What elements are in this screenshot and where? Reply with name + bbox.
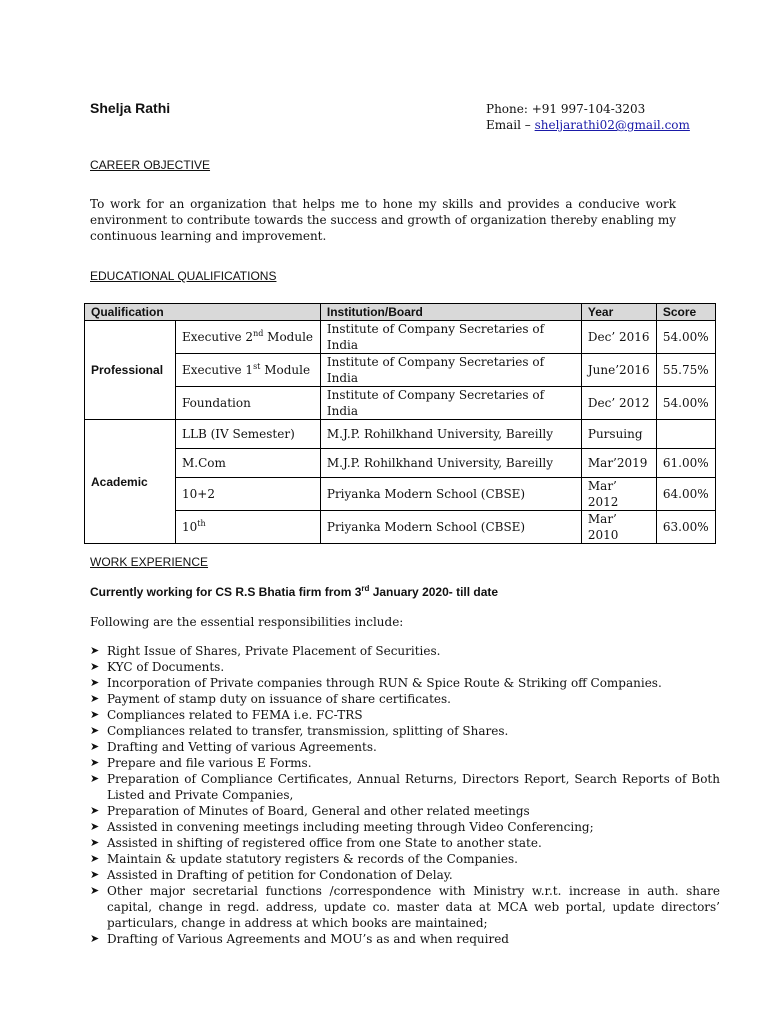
responsibilities-intro: Following are the essential responsibilities include: — [90, 615, 404, 629]
score-cell: 55.75% — [656, 354, 715, 387]
list-item — [90, 691, 720, 707]
year-cell: Mar’ 2010 — [581, 511, 656, 544]
score-cell: 63.00% — [656, 511, 715, 544]
arrow-right-icon: ➤ — [90, 772, 100, 785]
list-item — [90, 723, 720, 739]
column-header-score: Score — [656, 304, 715, 321]
responsibility-text: Assisted in convening meetings including meeting through Video Conferencing; — [107, 820, 594, 834]
institution-cell: Institute of Company Secretaries of India — [320, 321, 581, 354]
institution-cell: Priyanka Modern School (CBSE) — [320, 478, 581, 511]
phone-number: Phone: +91 997-104-3203 — [486, 102, 646, 116]
responsibility-text: Other major secretarial functions /correspondence with Ministry w.r.t. increase in auth. share capital, change in regd. address, update co. master data at MCA web portal, update directors’ particulars, change in address at which books are maintained; — [107, 884, 720, 930]
career-objective-heading: CAREER OBJECTIVE — [90, 158, 211, 172]
arrow-right-icon: ➤ — [90, 644, 100, 657]
list-item — [90, 707, 720, 723]
responsibility-text: Prepare and file various E Forms. — [107, 756, 312, 770]
arrow-right-icon: ➤ — [90, 868, 100, 881]
arrow-right-icon: ➤ — [90, 740, 100, 753]
responsibility-text: Right Issue of Shares, Private Placement of Securities. — [107, 644, 441, 658]
arrow-right-icon: ➤ — [90, 660, 100, 673]
responsibility-text: Drafting of Various Agreements and MOU’s as and when required — [107, 932, 509, 946]
qualification-cell: M.Com — [176, 449, 321, 478]
institution-cell: Institute of Company Secretaries of India — [320, 354, 581, 387]
score-cell: 54.00% — [656, 321, 715, 354]
responsibility-text: Preparation of Minutes of Board, General and other related meetings — [107, 804, 530, 818]
list-item — [90, 771, 720, 803]
qualification-cell: Executive 2nd Module — [176, 321, 321, 354]
list-item — [90, 675, 720, 691]
responsibility-text: Compliances related to FEMA i.e. FC-TRS — [107, 708, 363, 722]
arrow-right-icon: ➤ — [90, 724, 100, 737]
qualification-cell: 10th — [176, 511, 321, 544]
year-cell: Dec’ 2016 — [581, 321, 656, 354]
responsibility-text: Assisted in Drafting of petition for Condonation of Delay. — [107, 868, 453, 882]
score-cell — [656, 420, 715, 449]
responsibilities-list — [90, 643, 720, 947]
email-label: Email – — [486, 118, 535, 132]
responsibility-text: KYC of Documents. — [107, 660, 225, 674]
responsibility-text: Payment of stamp duty on issuance of share certificates. — [107, 692, 451, 706]
contact-block — [486, 101, 690, 133]
current-job-line: Currently working for CS R.S Bhatia firm from 3rd January 2020- till date — [90, 584, 499, 599]
year-cell: Dec’ 2012 — [581, 387, 656, 420]
list-item — [90, 643, 720, 659]
arrow-right-icon: ➤ — [90, 820, 100, 833]
list-item — [90, 867, 720, 883]
institution-cell: Institute of Company Secretaries of India — [320, 387, 581, 420]
arrow-right-icon: ➤ — [90, 852, 100, 865]
candidate-name: Shelja Rathi — [90, 100, 171, 116]
arrow-right-icon: ➤ — [90, 708, 100, 721]
year-cell: Mar’ 2012 — [581, 478, 656, 511]
list-item — [90, 803, 720, 819]
group-label-academic: Academic — [85, 420, 176, 544]
work-experience-heading: WORK EXPERIENCE — [90, 555, 209, 569]
email-link[interactable]: sheljarathi02@gmail.com — [534, 118, 690, 132]
institution-cell: M.J.P. Rohilkhand University, Bareilly — [320, 420, 581, 449]
list-item — [90, 851, 720, 867]
table-header-row — [85, 304, 716, 321]
career-objective-text: To work for an organization that helps me to hone my skills and provides a conducive work environment to contribute towards the success and growth of organization thereby enabling my continuous learning and improvement. — [90, 197, 676, 243]
institution-cell: M.J.P. Rohilkhand University, Bareilly — [320, 449, 581, 478]
table-row — [85, 420, 716, 449]
qualification-cell: Executive 1st Module — [176, 354, 321, 387]
arrow-right-icon: ➤ — [90, 676, 100, 689]
group-label-professional: Professional — [85, 321, 176, 420]
list-item — [90, 931, 720, 947]
year-cell: Mar’2019 — [581, 449, 656, 478]
qualification-cell: LLB (IV Semester) — [176, 420, 321, 449]
education-table — [84, 303, 716, 544]
table-row — [85, 478, 716, 511]
education-heading: EDUCATIONAL QUALIFICATIONS — [90, 269, 277, 283]
arrow-right-icon: ➤ — [90, 692, 100, 705]
column-header-qualification: Qualification — [85, 304, 321, 321]
table-row — [85, 449, 716, 478]
list-item — [90, 819, 720, 835]
table-row — [85, 321, 716, 354]
list-item — [90, 739, 720, 755]
score-cell: 64.00% — [656, 478, 715, 511]
column-header-year: Year — [581, 304, 656, 321]
responsibility-text: Incorporation of Private companies through RUN & Spice Route & Striking off Companies. — [107, 676, 662, 690]
list-item — [90, 883, 720, 931]
qualification-cell: 10+2 — [176, 478, 321, 511]
arrow-right-icon: ➤ — [90, 932, 100, 945]
list-item — [90, 659, 720, 675]
responsibility-text: Compliances related to transfer, transmission, splitting of Shares. — [107, 724, 509, 738]
table-row — [85, 511, 716, 544]
responsibility-text: Preparation of Compliance Certificates, Annual Returns, Directors Report, Search Reports of Both Listed and Private Companies, — [107, 772, 720, 802]
arrow-right-icon: ➤ — [90, 884, 100, 897]
table-row — [85, 387, 716, 420]
responsibility-text: Maintain & update statutory registers & records of the Companies. — [107, 852, 518, 866]
qualification-cell: Foundation — [176, 387, 321, 420]
score-cell: 61.00% — [656, 449, 715, 478]
institution-cell: Priyanka Modern School (CBSE) — [320, 511, 581, 544]
arrow-right-icon: ➤ — [90, 836, 100, 849]
arrow-right-icon: ➤ — [90, 756, 100, 769]
list-item — [90, 835, 720, 851]
table-row — [85, 354, 716, 387]
email-line — [486, 117, 690, 133]
responsibility-text: Drafting and Vetting of various Agreements. — [107, 740, 377, 754]
list-item — [90, 755, 720, 771]
year-cell: Pursuing — [581, 420, 656, 449]
column-header-institution: Institution/Board — [320, 304, 581, 321]
responsibility-text: Assisted in shifting of registered office from one State to another state. — [107, 836, 542, 850]
arrow-right-icon: ➤ — [90, 804, 100, 817]
score-cell: 54.00% — [656, 387, 715, 420]
year-cell: June’2016 — [581, 354, 656, 387]
